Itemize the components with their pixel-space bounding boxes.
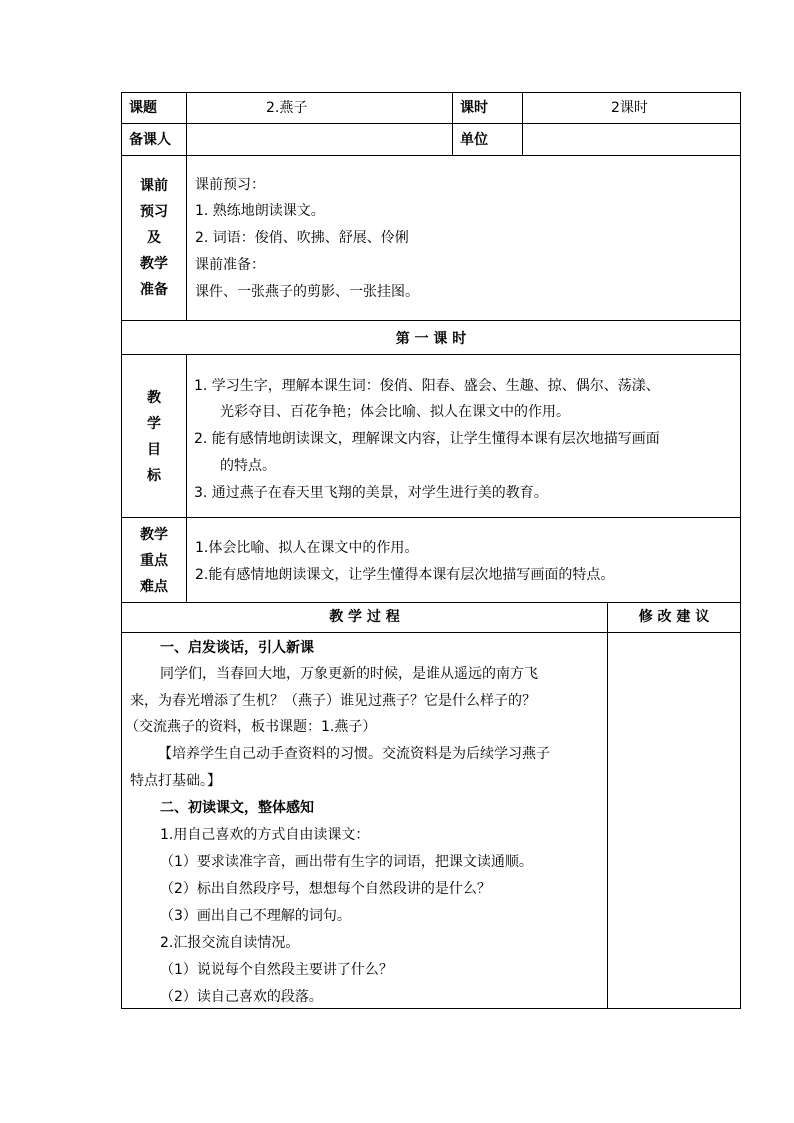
- process-line: （1）说说每个自然段主要讲了什么？: [160, 962, 393, 978]
- goals-label-line: 标: [147, 468, 161, 484]
- process-line: 来，为春光增添了生机？（燕子）谁见过燕子？它是什么样子的？: [130, 693, 536, 709]
- table-rule: [121, 517, 741, 518]
- table-border-bottom: [121, 1008, 741, 1009]
- prep-line: 课前预习：: [195, 177, 265, 193]
- table-col-line: [522, 92, 523, 156]
- table-border-right: [740, 92, 741, 1009]
- process-line: 同学们，当春回大地，万象更新的时候，是谁从遥远的南方飞: [160, 666, 538, 682]
- keypoint-line: 1.体会比喻、拟人在课文中的作用。: [195, 540, 419, 556]
- process-line: （2）标出自然段序号，想想每个自然段讲的是什么？: [160, 881, 491, 897]
- topic-value: 2.燕子: [266, 100, 308, 116]
- process-line: （1）要求读准字音，画出带有生字的词语，把课文读通顺。: [160, 854, 533, 870]
- goal-line: 3. 通过燕子在春天里飞翔的美景，对学生进行美的教育。: [194, 485, 548, 501]
- topic-label: 课题: [129, 100, 157, 116]
- goals-label-line: 教: [147, 390, 161, 406]
- table-rule: [121, 155, 741, 156]
- table-rule: [121, 320, 741, 321]
- prep-line: 课前准备：: [195, 257, 265, 273]
- process-line: 【培养学生自己动手查资料的习惯。交流资料是为后续学习燕子: [158, 746, 550, 762]
- suggest-header: 修 改 建 议: [638, 609, 710, 625]
- process-line: 特点打基础。】: [130, 773, 221, 789]
- process-line: 一、启发谈话，引人新课: [160, 640, 314, 656]
- goal-line: 光彩夺目、百花争艳；体会比喻、拟人在课文中的作用。: [220, 404, 570, 420]
- lesson-title: 第 一 课 时: [395, 331, 467, 347]
- goals-label: [122, 385, 186, 489]
- keypoints-label: [122, 522, 186, 600]
- prep-label: [122, 173, 186, 303]
- table-rule: [121, 123, 741, 124]
- table-rule: [121, 354, 741, 355]
- table-col-line: [186, 354, 187, 603]
- goals-label-line: 学: [147, 416, 161, 432]
- hours-label: 课时: [460, 100, 488, 116]
- goal-line: 1. 学习生字，理解本课生词：俊俏、阳春、盛会、生趣、掠、偶尔、荡漾、: [194, 378, 660, 394]
- table-col-line: [186, 92, 187, 156]
- process-line: 2.汇报交流自读情况。: [160, 935, 300, 951]
- prep-line: 2. 词语：俊俏、吹拂、舒展、伶俐: [195, 230, 409, 246]
- prep-line: 1. 熟练地朗读课文。: [195, 203, 325, 219]
- process-line: （交流燕子的资料，板书课题：1.燕子）: [125, 719, 377, 735]
- prep-label-line: 预习: [140, 204, 168, 220]
- prep-label-line: 课前: [140, 178, 168, 194]
- keypoints-label-line: 重点: [140, 553, 168, 569]
- keypoint-line: 2.能有感情地朗读课文，让学生懂得本课有层次地描写画面的特点。: [195, 567, 615, 583]
- hours-value: 2课时: [611, 100, 648, 116]
- prep-label-line: 教学: [140, 256, 168, 272]
- keypoints-label-line: 难点: [140, 579, 168, 595]
- unit-label: 单位: [460, 132, 488, 148]
- table-col-line: [607, 602, 608, 1009]
- table-rule: [121, 632, 741, 633]
- table-rule: [121, 602, 741, 603]
- process-line: （3）画出自己不理解的词句。: [160, 908, 351, 924]
- goals-label-line: 目: [147, 442, 161, 458]
- table-col-line: [452, 92, 453, 156]
- process-line: 二、初读课文，整体感知: [160, 800, 314, 816]
- table-col-line: [186, 155, 187, 321]
- process-line: （2）读自己喜欢的段落。: [160, 989, 323, 1005]
- prep-label-line: 准备: [140, 282, 168, 298]
- process-header: 教 学 过 程: [329, 609, 400, 625]
- prep-label-line: 及: [147, 230, 161, 246]
- goal-line: 的特点。: [220, 458, 276, 474]
- prep-line: 课件、一张燕子的剪影、一张挂图。: [195, 284, 419, 300]
- keypoints-label-line: 教学: [140, 527, 168, 543]
- process-line: 1.用自己喜欢的方式自由读课文：: [160, 827, 370, 843]
- preparer-label: 备课人: [129, 132, 171, 148]
- table-border-top: [121, 92, 741, 93]
- goal-line: 2. 能有感情地朗读课文，理解课文内容，让学生懂得本课有层次地描写画面: [194, 431, 660, 447]
